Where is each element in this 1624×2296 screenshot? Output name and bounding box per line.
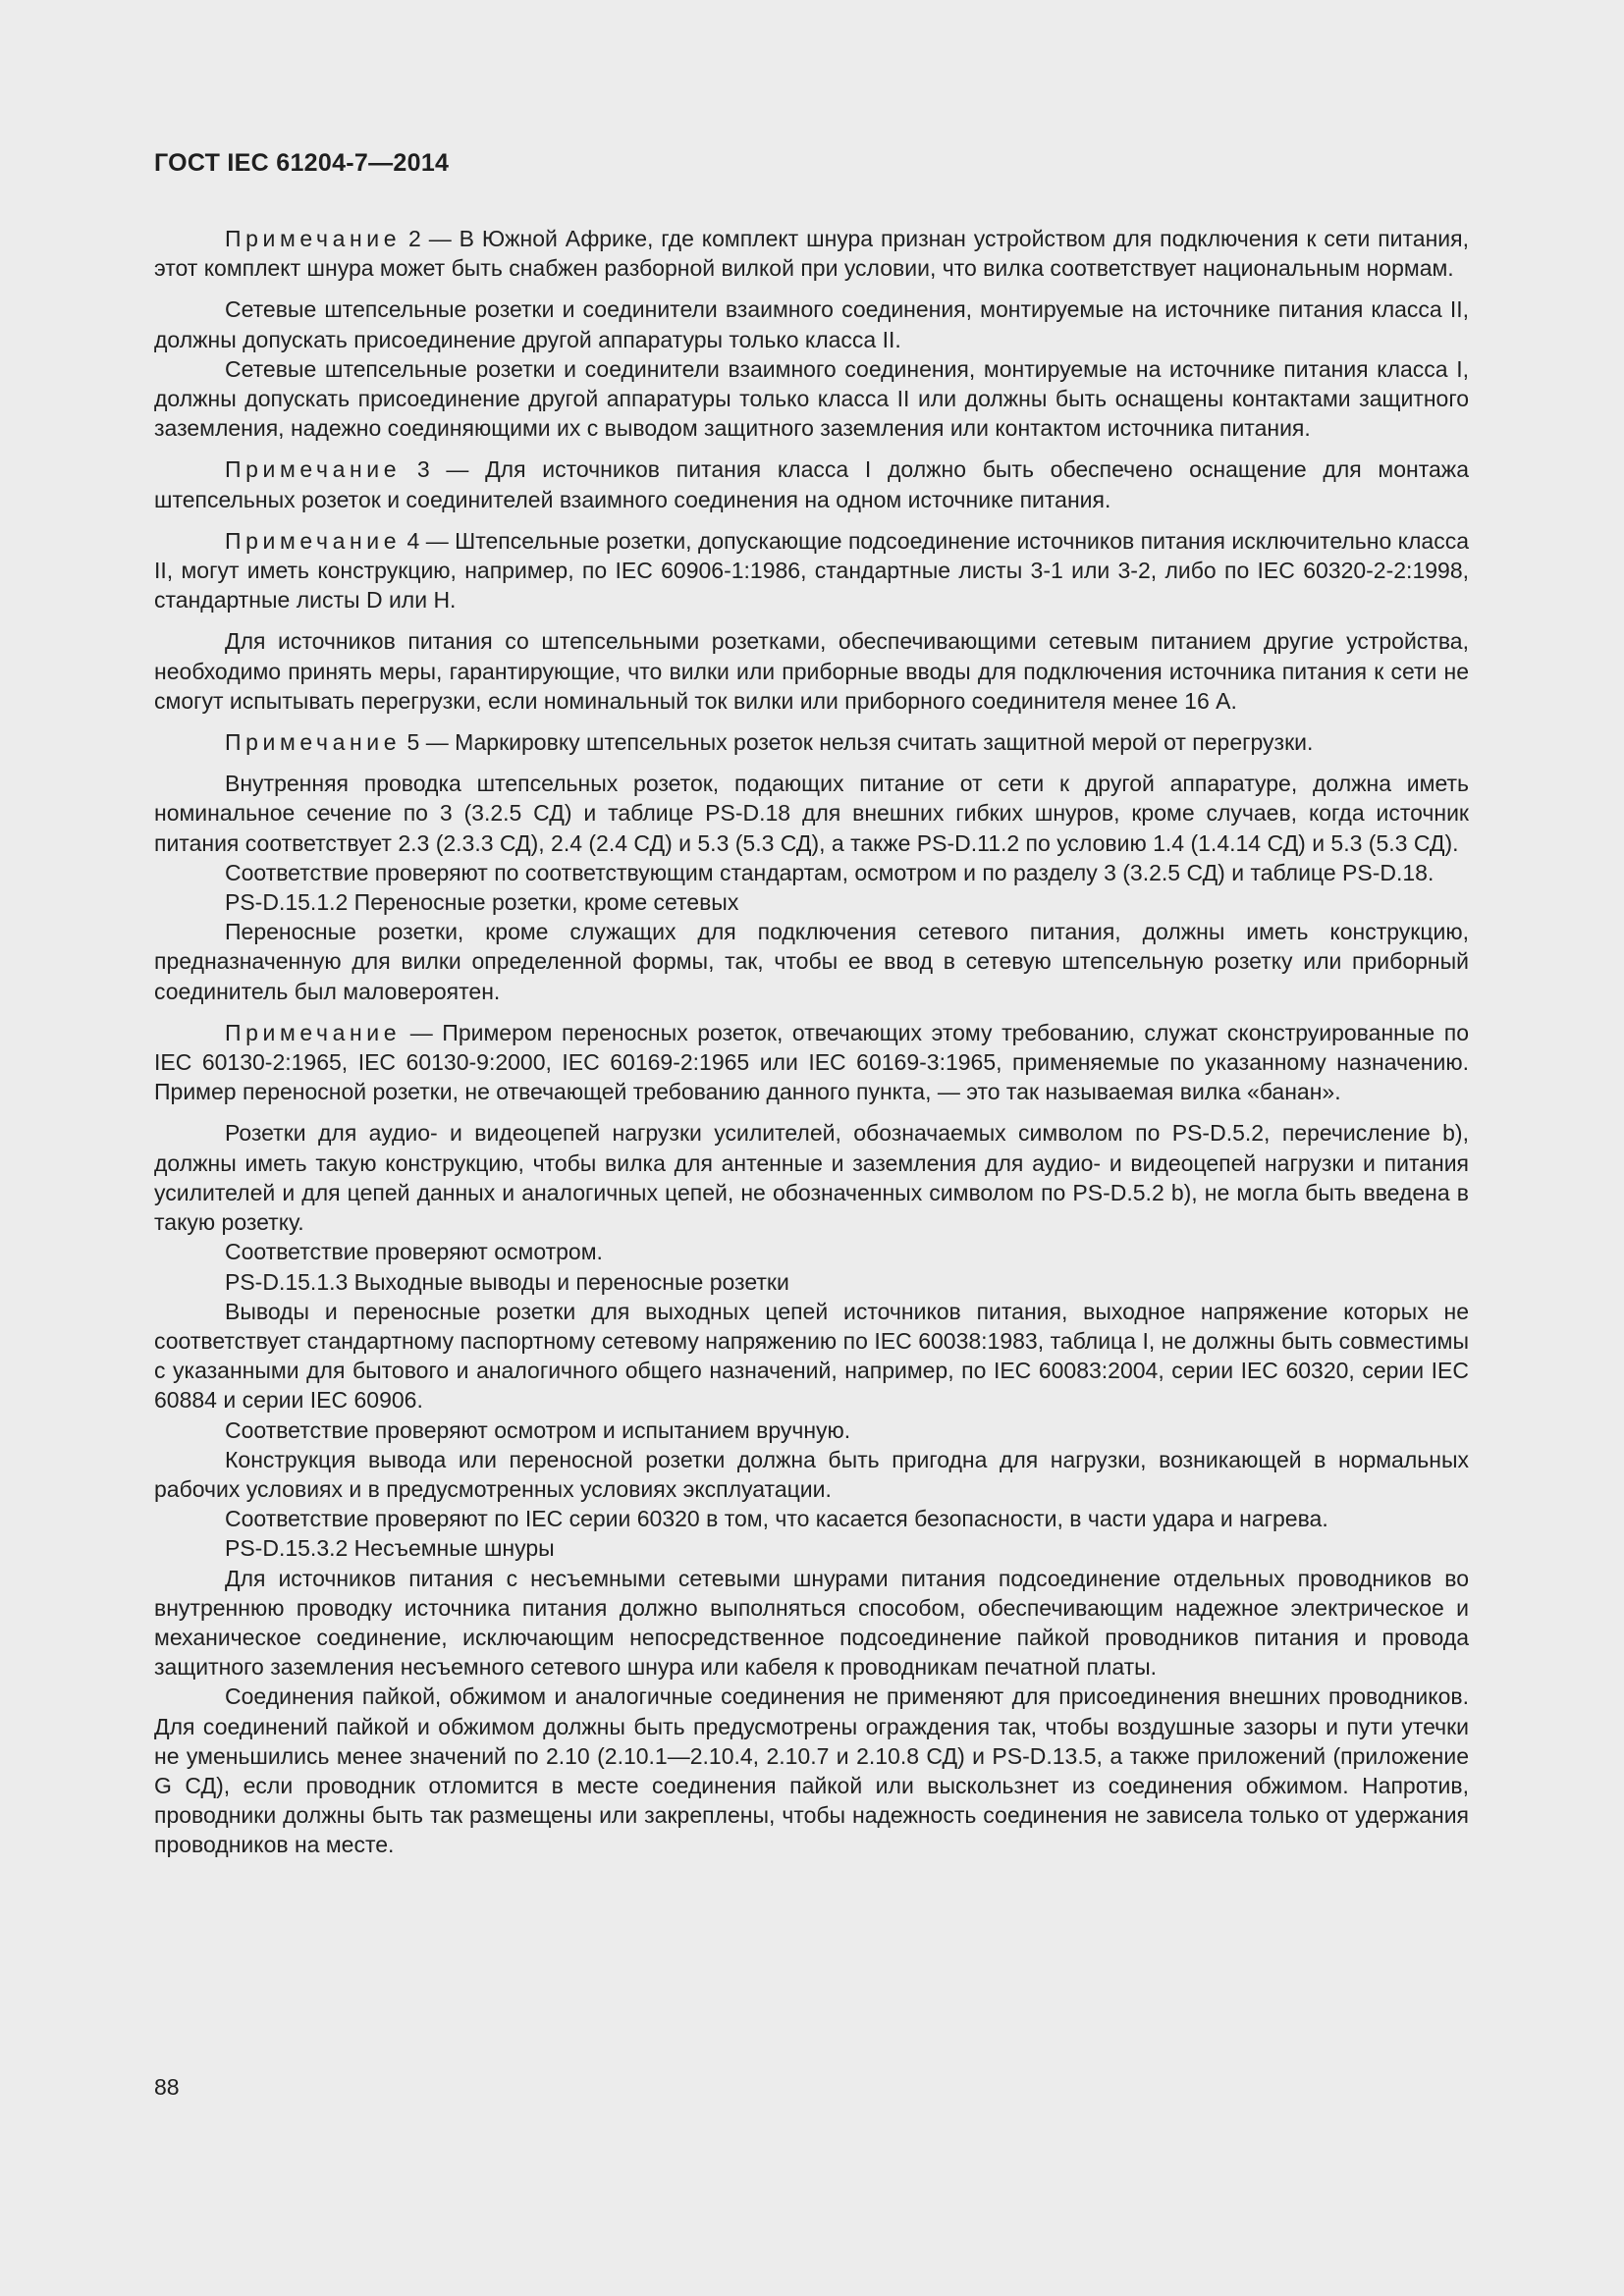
note-label: Примечание <box>225 456 402 483</box>
body-paragraph: Соответствие проверяют по соответствующим стандартам, осмотром и по разделу 3 (3.2.5 СД) и таблице PS-D.18. <box>225 859 1435 885</box>
body-paragraph: Сетевые штепсельные розетки и соединители взаимного соединения, монтируемые на источнике питания класса II, должны допускать присоединение другой аппаратуры только класса II. <box>154 296 1469 352</box>
body-paragraph: Соответствие проверяют по IEC серии 60320 в том, что касается безопасности, в части удара и нагрева. <box>225 1506 1328 1532</box>
note-text: 4 — Штепсельные розетки, допускающие подсоединение источников питания исключительно класса II, могут иметь конструкцию, например, по IEC 60906-1:1986, стандартные листы 3-1 или 3-2, либо по IEC 60320-2-2:1998, стандартные листы D или H. <box>154 527 1469 614</box>
body-paragraph: Конструкция вывода или переносной розетки должна быть пригодна для нагрузки, возникающей в нормальных рабочих условиях и в предусмотренных условиях эксплуатации. <box>154 1446 1469 1502</box>
note-text: — Примером переносных розеток, отвечающих этому требованию, служат сконструированные по IEC 60130-2:1965, IEC 60130-9:2000, IEC 60169-2:1965 или IEC 60169-3:1965, применяемые по указанному назначению. Пример переносной розетки, не отвечающей требованию данного пункта, — это так называемая вилка «банан». <box>154 1019 1469 1105</box>
note-paragraph <box>154 454 1469 513</box>
note-label: Примечание <box>225 1019 402 1045</box>
body-paragraph: Для источников питания с несъемными сетевыми шнурами питания подсоединение отдельных проводников во внутреннюю проводку источника питания должно выполняться способом, обеспечивающим надежное электрическое и механическое соединение, исключающим непосредственное подсоединение пайкой проводников питания и провода защитного заземления несъемного сетевого шнура или кабеля к проводникам печатной платы. <box>154 1565 1469 1681</box>
note-paragraph <box>154 1018 1469 1107</box>
document-body <box>154 224 1469 1860</box>
body-paragraph: Соответствие проверяют осмотром и испытанием вручную. <box>225 1416 851 1443</box>
body-paragraph: Переносные розетки, кроме служащих для подключения сетевого питания, должны иметь конструкцию, предназначенную для вилки определенной формы, так, чтобы ее ввод в сетевую штепсельную розетку или приборный соединитель был маловероятен. <box>154 919 1469 1004</box>
body-paragraph: Сетевые штепсельные розетки и соединители взаимного соединения, монтируемые на источнике питания класса I, должны допускать присоединение другой аппаратуры только класса II или должны быть оснащены контактами защитного заземления, надежно соединяющими их с выводом защитного заземления или контактом источника питания. <box>154 355 1469 442</box>
note-label: Примечание <box>225 527 402 554</box>
page-number: 88 <box>154 2074 180 2100</box>
document-header: ГОСТ IEC 61204-7—2014 <box>154 149 450 177</box>
body-paragraph: Внутренняя проводка штепсельных розеток, подающих питание от сети к другой аппаратуре, должна иметь номинальное сечение по 3 (3.2.5 СД) и таблице PS-D.18 для внешних гибких шнуров, кроме случаев, когда источник питания соответствует 2.3 (2.3.3 СД), 2.4 (2.4 СД) и 5.3 (5.3 СД), а также PS-D.11.2 по условию 1.4 (1.4.14 СД) и 5.3 (5.3 СД). <box>154 771 1469 856</box>
body-paragraph: Соответствие проверяют осмотром. <box>225 1239 603 1265</box>
note-text: 2 — В Южной Африке, где комплект шнура признан устройством для подключения к сети питания, этот комплект шнура может быть снабжен разборной вилкой при условии, что вилка соответствует национальным нормам. <box>154 226 1469 282</box>
note-paragraph <box>154 224 1469 283</box>
section-heading: PS-D.15.1.2 Переносные розетки, кроме сетевых <box>225 889 739 916</box>
note-paragraph <box>154 727 1469 757</box>
body-paragraph: Выводы и переносные розетки для выходных цепей источников питания, выходное напряжение которых не соответствует стандартному паспортному сетевому напряжению по IEC 60038:1983, таблица I, не должны быть совместимы с указанными для бытового и аналогичного общего назначений, например, по IEC 60083:2004, серии IEC 60320, серии IEC 60884 и серии IEC 60906. <box>154 1298 1469 1414</box>
note-label: Примечание <box>225 226 402 251</box>
section-heading: PS-D.15.1.3 Выходные выводы и переносные розетки <box>225 1268 789 1295</box>
note-label: Примечание <box>225 729 402 756</box>
body-paragraph: Розетки для аудио- и видеоцепей нагрузки усилителей, обозначаемых символом по PS-D.5.2, перечисление b), должны иметь такую конструкцию, чтобы вилка для антенные и заземления для аудио- и видеоцепей нагрузки и питания усилителей и для цепей данных и аналогичных цепей, не обозначенных символом по PS-D.5.2 b), не могла быть введена в такую розетку. <box>154 1120 1469 1236</box>
note-text: 5 — Маркировку штепсельных розеток нельзя считать защитной мерой от перегрузки. <box>401 729 1314 756</box>
body-paragraph: Соединения пайкой, обжимом и аналогичные соединения не применяют для присоединения внешних проводников. Для соединений пайкой и обжимом должны быть предусмотрены ограждения так, чтобы воздушные зазоры и пути утечки не уменьшились менее значений по 2.10 (2.10.1—2.10.4, 2.10.7 и 2.10.8 СД) и PS-D.13.5, а также приложений (приложение G СД), если проводник отломится в месте соединения пайкой или выскользнет из соединения обжимом. Напротив, проводники должны быть так размещены или закреплены, чтобы надежность соединения не зависела только от удержания проводников на месте. <box>154 1683 1469 1858</box>
body-paragraph: Для источников питания со штепсельными розетками, обеспечивающими сетевым питанием другие устройства, необходимо принять меры, гарантирующие, что вилки или приборные вводы для подключения источника питания к сети не смогут испытывать перегрузки, если номинальный ток вилки или приборного соединителя менее 16 А. <box>154 628 1469 714</box>
note-paragraph <box>154 526 1469 615</box>
note-text: 3 — Для источников питания класса I должно быть обеспечено оснащение для монтажа штепсельных розеток и соединителей взаимного соединения на одном источнике питания. <box>154 456 1469 512</box>
section-heading: PS-D.15.3.2 Несъемные шнуры <box>225 1535 555 1562</box>
